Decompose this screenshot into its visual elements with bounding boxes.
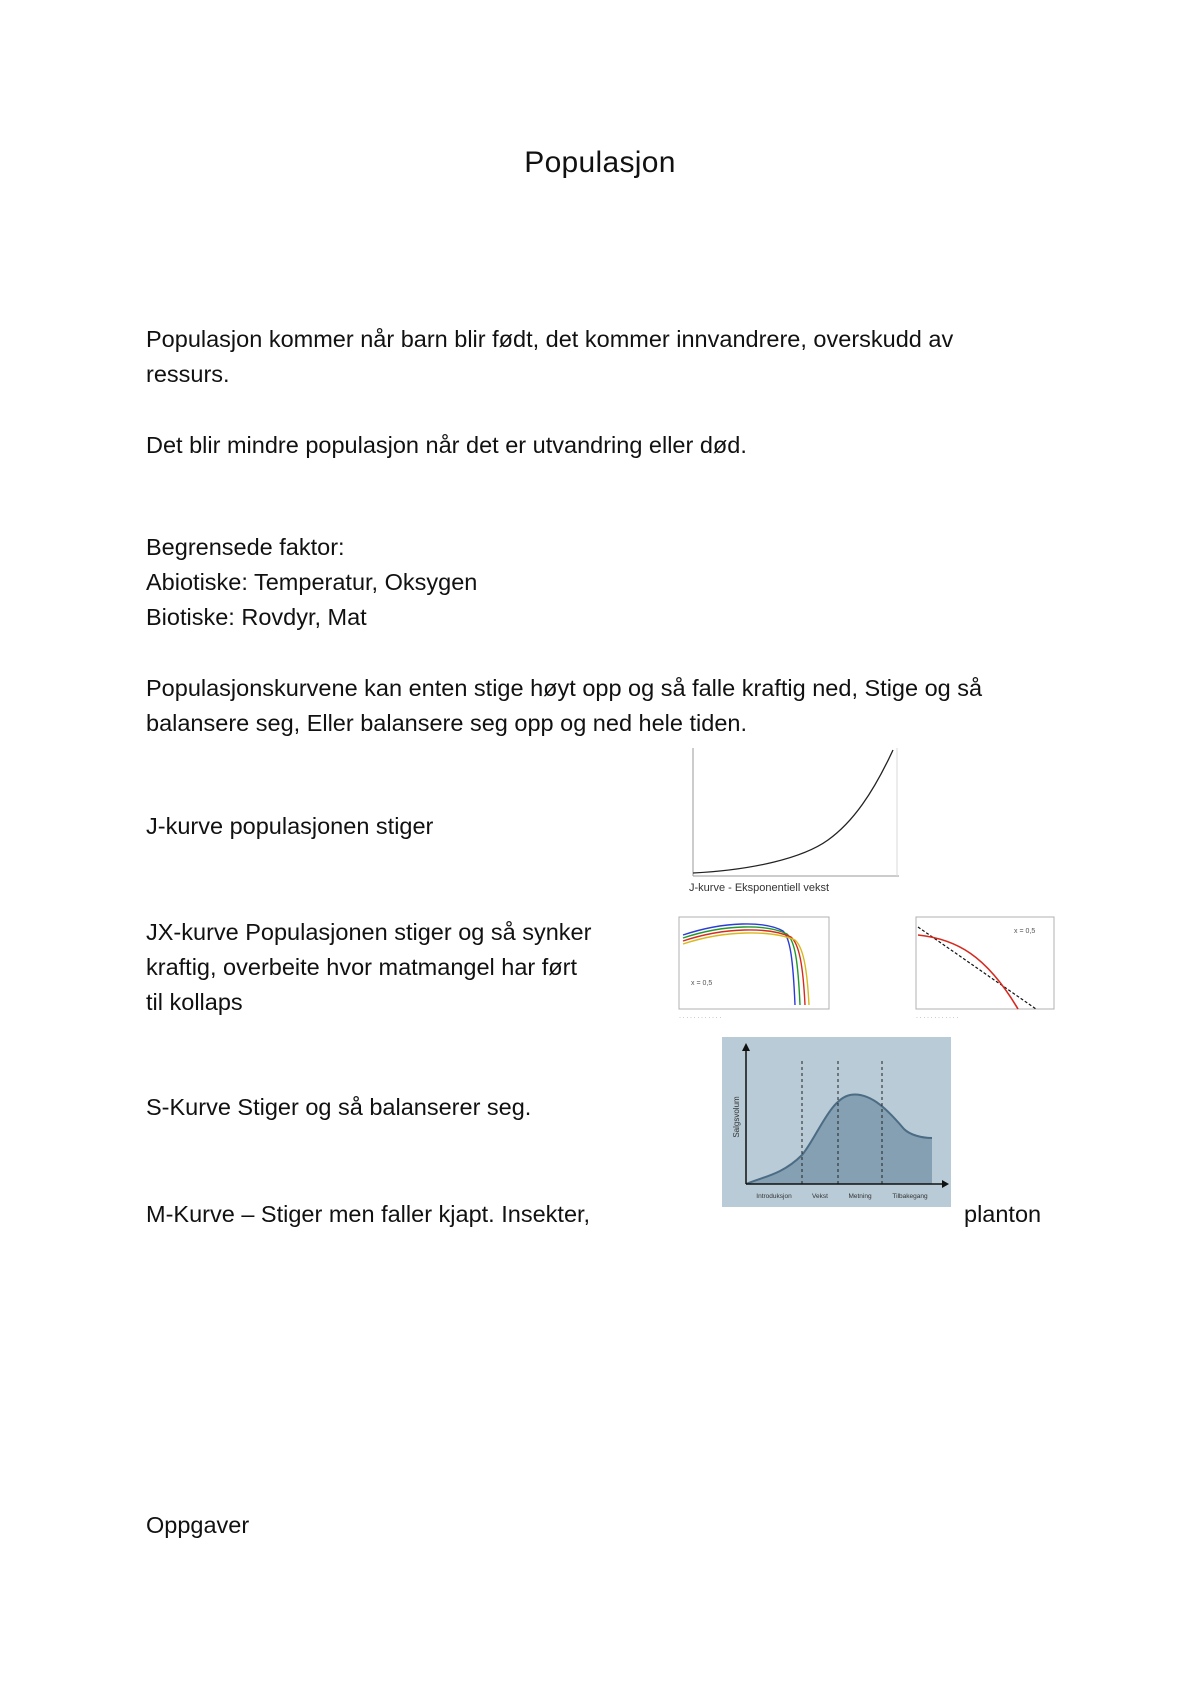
- tasks-heading: Oppgaver: [146, 1512, 250, 1538]
- phase-label: Vekst: [812, 1193, 828, 1200]
- x-tick-labels: · · · · · · · · · · · ·: [679, 1015, 722, 1021]
- page-title: Populasjon: [524, 146, 676, 179]
- factors-heading: Begrensede faktor:: [146, 534, 345, 560]
- limiting-factors: [146, 530, 477, 635]
- phase-label: Metning: [848, 1193, 872, 1200]
- figure-background: [683, 748, 900, 896]
- j-curve-text: J-kurve populasjonen stiger: [146, 813, 434, 839]
- paragraph-population-decline: Det blir mindre populasjon når det er utvandring eller død.: [146, 432, 747, 458]
- paragraph-line: JX-kurve Populasjonen stiger og så synker: [146, 919, 592, 945]
- phase-label: Introduksjon: [756, 1193, 792, 1200]
- j-curve-figure: [683, 748, 900, 896]
- paragraph-population-curves: [146, 671, 982, 741]
- figure-background: [665, 913, 833, 1021]
- jx-curve-figure-left: [665, 913, 833, 1021]
- jx-curve-text: [146, 915, 591, 1020]
- paragraph-line: ressurs.: [146, 361, 230, 387]
- y-axis-label: Salgsvolum: [732, 1096, 741, 1138]
- paragraph-line: Populasjon kommer når barn blir født, det kommer innvandrere, overskudd av: [146, 326, 954, 352]
- paragraph-line: kraftig, overbeite hvor matmangel har ført: [146, 954, 578, 980]
- s-curve-text: S-Kurve Stiger og så balanserer seg.: [146, 1094, 532, 1120]
- paragraph-line: balansere seg, Eller balansere seg opp og ned hele tiden.: [146, 710, 747, 736]
- jx-right-label: x = 0,5: [1014, 928, 1036, 935]
- x-tick-labels: · · · · · · · · · · · ·: [916, 1015, 959, 1021]
- abiotic-factors: Abiotiske: Temperatur, Oksygen: [146, 569, 478, 595]
- paragraph-population-growth: [146, 322, 953, 392]
- biotic-factors: Biotiske: Rovdyr, Mat: [146, 604, 367, 630]
- jx-left-label: x = 0,5: [691, 980, 713, 987]
- m-curve-text-end: planton: [964, 1201, 1042, 1227]
- phase-label: Tilbakegang: [892, 1193, 928, 1200]
- j-curve-caption: J-kurve - Eksponentiell vekst: [689, 882, 829, 894]
- m-curve-text: M-Kurve – Stiger men faller kjapt. Insekter,: [146, 1201, 591, 1227]
- paragraph-line: Populasjonskurvene kan enten stige høyt opp og så falle kraftig ned, Stige og så: [146, 675, 983, 701]
- paragraph-line: til kollaps: [146, 989, 243, 1015]
- jx-curve-figure-right: [886, 913, 1058, 1021]
- s-curve-figure: [722, 1037, 951, 1207]
